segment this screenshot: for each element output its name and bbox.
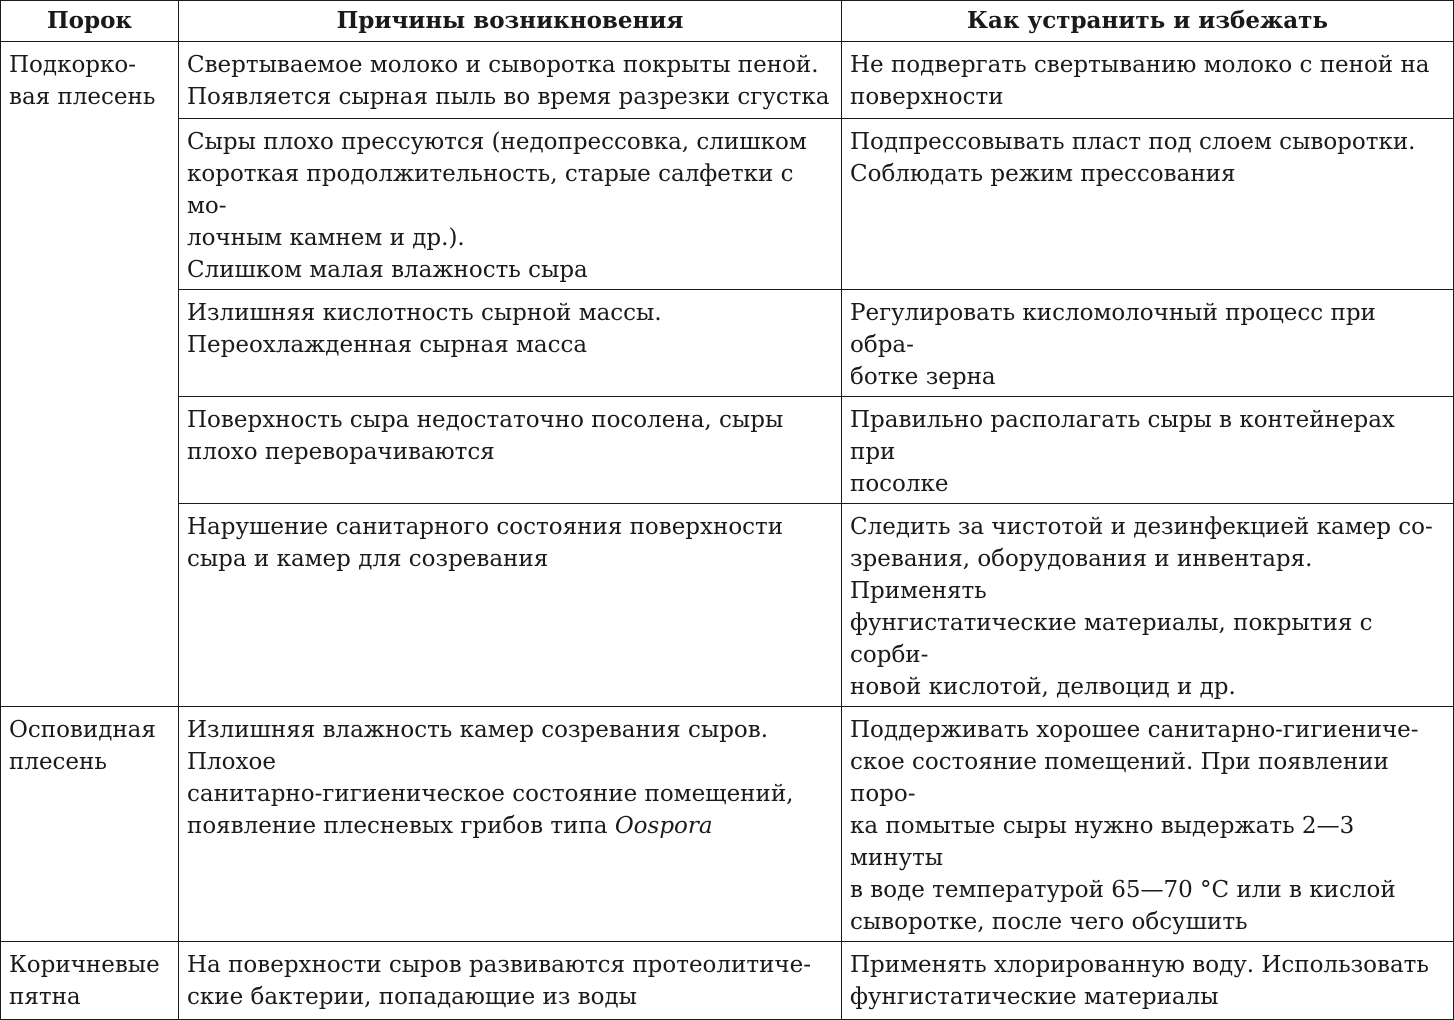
table-row xyxy=(1,397,1454,504)
defect-cell xyxy=(1,42,179,707)
fix-line: сыворотке, после чего обсушить xyxy=(850,909,1248,935)
header-fix: Как устранить и избежать xyxy=(842,1,1454,42)
table-row xyxy=(1,119,1454,290)
fix-line: фунгистатические материалы, покрытия с сорби- xyxy=(850,610,1373,668)
cause-line: Свертываемое молоко и сыворотка покрыты пеной. xyxy=(187,52,819,78)
fix-line: Следить за чистотой и дезинфекцией камер со- xyxy=(850,514,1433,540)
fix-line: Применять хлорированную воду. Использовать xyxy=(850,952,1429,978)
table-row xyxy=(1,290,1454,397)
cause-line: Переохлажденная сырная масса xyxy=(187,332,588,358)
cause-line: Появляется сырная пыль во время разрезки сгустка xyxy=(187,84,830,110)
defect-cell xyxy=(1,942,179,1020)
defect-line: Подкорко- xyxy=(9,52,137,78)
table-row xyxy=(1,504,1454,707)
fix-line: в воде температурой 65—70 °С или в кислой xyxy=(850,877,1396,903)
cause-line-with-italic xyxy=(187,810,833,842)
cause-cell xyxy=(179,290,842,397)
fix-line: Соблюдать режим прессования xyxy=(850,161,1236,187)
fix-cell xyxy=(842,397,1454,504)
cause-cell xyxy=(179,397,842,504)
cause-line: Сыры плохо прессуются (недопрессовка, слишком xyxy=(187,129,807,155)
fix-line: фунгистатические материалы xyxy=(850,984,1219,1010)
cause-line: Нарушение санитарного состояния поверхности xyxy=(187,514,784,540)
cause-line: Излишняя кислотность сырной массы. xyxy=(187,300,662,326)
defect-line: плесень xyxy=(9,749,107,775)
fix-cell xyxy=(842,119,1454,290)
cause-cell xyxy=(179,942,842,1020)
fix-cell xyxy=(842,504,1454,707)
cause-text: появление плесневых грибов типа xyxy=(187,813,615,839)
cause-line: лочным камнем и др.). xyxy=(187,225,465,251)
table-row xyxy=(1,707,1454,942)
table-row xyxy=(1,42,1454,119)
defect-cell xyxy=(1,707,179,942)
fix-line: ботке зерна xyxy=(850,364,996,390)
fix-line: ское состояние помещений. При появлении поро- xyxy=(850,749,1389,807)
fix-cell xyxy=(842,290,1454,397)
cause-line: Поверхность сыра недостаточно посолена, сыры xyxy=(187,407,784,433)
cause-cell xyxy=(179,707,842,942)
cause-line: Излишняя влажность камер созревания сыров. Плохое xyxy=(187,717,769,775)
cause-line: ские бактерии, попадающие из воды xyxy=(187,984,637,1010)
cause-line: короткая продолжительность, старые салфетки с мо- xyxy=(187,161,794,219)
cause-line: санитарно-гигиеническое состояние помещений, xyxy=(187,781,794,807)
cause-cell xyxy=(179,504,842,707)
defect-line: вая плесень xyxy=(9,84,156,110)
defect-line: Коричневые xyxy=(9,952,160,978)
fix-line: новой кислотой, делвоцид и др. xyxy=(850,674,1236,700)
fix-cell xyxy=(842,42,1454,119)
fix-line: Регулировать кисломолочный процесс при обра- xyxy=(850,300,1376,358)
fix-line: ка помытые сыры нужно выдержать 2—3 минуты xyxy=(850,813,1355,871)
fix-line: Правильно располагать сыры в контейнерах при xyxy=(850,407,1395,465)
fix-line: Подпрессовывать пласт под слоем сыворотки. xyxy=(850,129,1416,155)
defect-line: пятна xyxy=(9,984,81,1010)
cause-line: сыра и камер для созревания xyxy=(187,546,549,572)
fix-cell xyxy=(842,942,1454,1020)
defect-line: Осповидная xyxy=(9,717,156,743)
header-causes: Причины возникновения xyxy=(179,1,842,42)
cause-cell xyxy=(179,42,842,119)
fix-line: Не подвергать свертыванию молоко с пеной на xyxy=(850,52,1430,78)
fix-line: посолке xyxy=(850,471,949,497)
table-row xyxy=(1,942,1454,1020)
cause-line: Слишком малая влажность сыра xyxy=(187,257,588,283)
fix-cell xyxy=(842,707,1454,942)
fix-line: зревания, оборудования и инвентаря. Применять xyxy=(850,546,1313,604)
fix-line: Поддерживать хорошее санитарно-гигиениче- xyxy=(850,717,1419,743)
header-row xyxy=(1,1,1454,42)
genus-name: Oospora xyxy=(614,813,713,839)
header-defect: Порок xyxy=(1,1,179,42)
cause-cell xyxy=(179,119,842,290)
cause-line: На поверхности сыров развиваются протеолитиче- xyxy=(187,952,811,978)
fix-line: поверхности xyxy=(850,84,1004,110)
cause-line: плохо переворачиваются xyxy=(187,439,495,465)
